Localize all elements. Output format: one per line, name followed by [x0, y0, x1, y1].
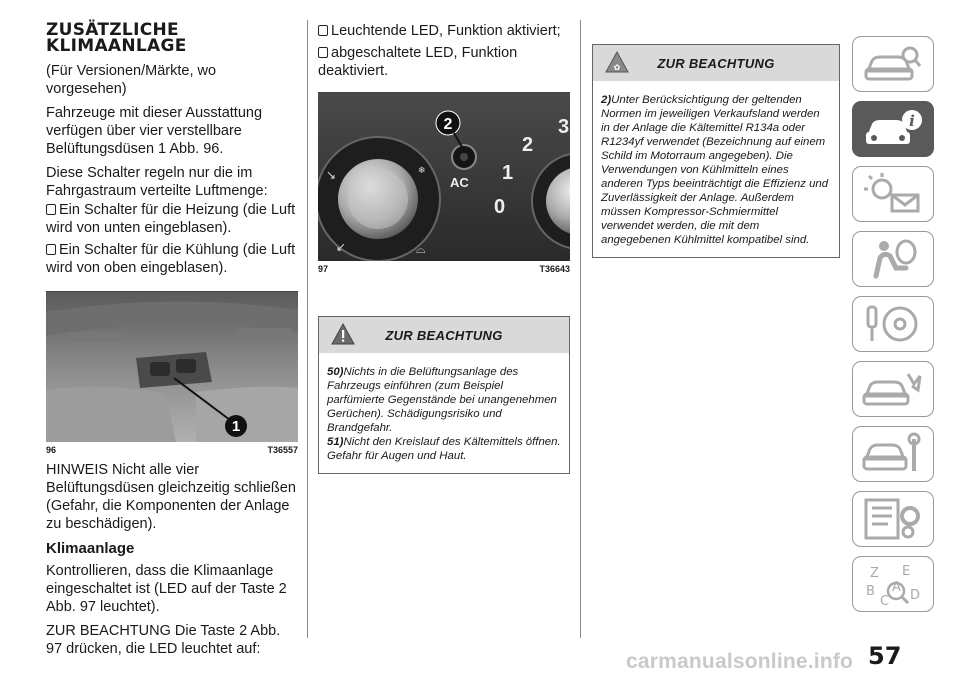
figure-97-photo — [318, 93, 570, 261]
warning-triangle-icon — [331, 323, 355, 345]
list-item: Ein Schalter für die Kühlung (die Luft wird von oben eingeblasen). — [46, 242, 296, 276]
figure-code: T36643 — [539, 264, 570, 274]
warning-box — [592, 44, 840, 258]
warning-body — [593, 81, 839, 257]
climate-control-panel-photo — [318, 93, 570, 261]
warning-triangle-icon — [605, 51, 629, 73]
warning-ref: 2) — [601, 94, 612, 106]
tab-warning-lights[interactable] — [852, 166, 934, 222]
figure-number: 97 — [318, 264, 329, 274]
watermark: carmanualsonline.info — [626, 650, 854, 673]
svg-text:D: D — [910, 588, 921, 603]
defrost-icon: ❄ — [418, 166, 426, 176]
column-1 — [46, 22, 298, 664]
tab-car-maintenance[interactable] — [852, 426, 934, 482]
figure-96 — [46, 291, 298, 455]
tab-car-search[interactable] — [852, 36, 934, 92]
svg-text:A: A — [892, 580, 901, 595]
overhead-vents-photo — [46, 292, 298, 442]
hinweis-note: HINWEIS Nicht alle vier Belüftungsdüsen gleichzeitig schließen (Gefahr, die Komponenten der Anlage zu beschädigen). — [46, 462, 296, 532]
figure-caption — [46, 442, 298, 455]
svg-text:✿: ✿ — [613, 63, 621, 72]
figure-caption — [318, 261, 570, 274]
column-3 — [592, 44, 840, 258]
car-search-icon — [862, 41, 924, 87]
tab-airbag-safety[interactable] — [852, 231, 934, 287]
technical-data-icon — [862, 496, 924, 542]
list-item: Leuchtende LED, Funktion aktiviert; — [318, 22, 570, 40]
bullet-box-icon — [46, 204, 56, 215]
airbag-safety-icon — [862, 236, 924, 282]
paragraph: Fahrzeuge mit dieser Ausstattung verfügen über vier verstellbare Belüftungsdüsen 1 Abb. 96. — [46, 105, 263, 157]
warning-item: 50)Nichts in die Belüftungsanlage des Fahrzeugs einführen (zum Beispiel parfümierte Gegenstände bei unangenehmen Gerüchen). Schädigungsrisiko und Brandgefahr. — [327, 366, 557, 434]
warning-ref: 50) — [327, 366, 344, 378]
airflow-icon: ↙ — [336, 240, 347, 254]
tab-index[interactable] — [852, 556, 934, 612]
ac-label: AC — [450, 175, 469, 190]
windshield-icon: ⌓ — [416, 242, 426, 256]
warning-box — [318, 316, 570, 474]
section-title: ZUSÄTZLICHE KLIMAANLAGE — [46, 20, 187, 56]
bullet-box-icon — [46, 244, 56, 255]
car-info-icon — [862, 106, 924, 152]
key-steering-wheel-icon — [862, 301, 924, 347]
list-item: abgeschaltete LED, Funktion deaktiviert. — [318, 45, 518, 79]
warning-title: ZUR BEACHTUNG — [657, 55, 775, 71]
paragraph: ZUR BEACHTUNG Die Taste 2 Abb. 97 drücken, die LED leuchtet auf: — [46, 623, 281, 657]
bullet-box-icon — [318, 25, 328, 36]
warning-header — [593, 45, 839, 81]
figure-number: 96 — [46, 445, 57, 455]
tab-technical-data[interactable] — [852, 491, 934, 547]
warning-body — [319, 353, 569, 473]
dial-label: 0 — [494, 196, 506, 218]
dial-label: 3 — [558, 116, 570, 138]
svg-text:E: E — [902, 564, 911, 579]
figure-96-photo — [46, 292, 298, 442]
dial-label: 2 — [522, 134, 534, 156]
callout-label: 1 — [231, 418, 241, 435]
figure-code: T36557 — [267, 445, 298, 455]
column-2 — [318, 22, 570, 474]
subheading: Klimaanlage — [46, 540, 135, 557]
svg-text:i: i — [909, 112, 915, 130]
figure-97 — [318, 92, 570, 274]
warning-title: ZUR BEACHTUNG — [385, 327, 503, 343]
car-crash-icon — [862, 366, 924, 412]
svg-text:C: C — [880, 594, 890, 607]
airflow-icon: ↘ — [326, 168, 337, 182]
paragraph: Kontrollieren, dass die Klimaanlage eingeschaltet ist (LED auf der Taste 2 Abb. 97 leuchtet). — [46, 563, 287, 615]
list-item: Ein Schalter für die Heizung (die Luft wird von unten eingeblasen). — [46, 202, 296, 236]
tab-car-crash[interactable] — [852, 361, 934, 417]
car-maintenance-icon — [862, 431, 924, 477]
tab-key-steering[interactable] — [852, 296, 934, 352]
column-divider — [580, 20, 581, 638]
warning-item: 51)Nicht den Kreislauf des Kältemittels öffnen. Gefahr für Augen und Haut. — [327, 436, 561, 462]
intro-text: (Für Versionen/Märkte, wo vorgesehen) — [46, 63, 217, 97]
tab-car-info[interactable] — [852, 101, 934, 157]
dial-label: 1 — [502, 162, 514, 184]
callout-label: 2 — [443, 116, 453, 133]
warning-header — [319, 317, 569, 353]
warning-ref: 51) — [327, 436, 344, 448]
paragraph: Diese Schalter regeln nur die im Fahrgastraum verteilte Luftmenge: — [46, 165, 268, 199]
warning-item: 2)Unter Berücksichtigung der geltenden Normen im jeweiligen Verkaufsland werden in der Anlage die Kältemittel R134a oder R1234yf verwendet (Bezeichnung auf einem Schild im Motorraum angegeben). Die Verwendungen von Kühlmitteln eines anderen Typs beeinträchtigt die Effizienz und Zuverlässigkeit der Anlage. Außerdem müssen Kompressor-Schmiermittel verwendet werden, die mit dem angegebenen Kühlmittel kompatibel sind. — [601, 94, 829, 246]
svg-text:Z: Z — [870, 566, 879, 581]
chapter-tabs — [852, 36, 934, 621]
warning-lights-icon — [862, 171, 924, 217]
page-number: 57 — [868, 642, 902, 670]
index-search-icon — [862, 561, 924, 607]
bullet-box-icon — [318, 47, 328, 58]
svg-text:B: B — [866, 584, 875, 599]
column-divider — [307, 20, 308, 638]
